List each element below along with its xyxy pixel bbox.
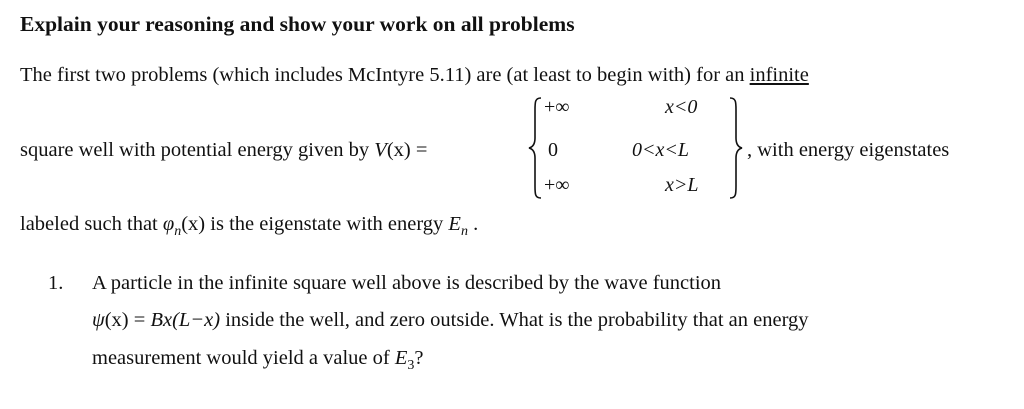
- phi-symbol: φ: [162, 213, 175, 235]
- intro-line-3-middle: is the eigenstate with energy: [205, 213, 449, 235]
- page-heading: Explain your reasoning and show your work on all problems: [20, 12, 575, 36]
- intro-line-1: [20, 64, 809, 87]
- e3-subscript: 3: [407, 358, 415, 373]
- piece-value-1: +∞: [544, 96, 570, 118]
- problem-1-line-2: [92, 309, 809, 332]
- piece-condition-1: x<0: [665, 96, 698, 118]
- right-brace: [728, 96, 744, 200]
- phi-arg: (x): [181, 213, 206, 235]
- l-minus-x: (L−x): [172, 309, 221, 331]
- piece-condition-3: x>L: [665, 174, 699, 196]
- intro-line-2: [20, 139, 427, 162]
- infinite-underlined: infinite: [749, 64, 809, 86]
- energy-subscript: n: [460, 224, 468, 239]
- problem-1-line-3-text: measurement would yield a value of: [92, 347, 395, 369]
- intro-line-2-before: square well with potential energy given by: [20, 139, 375, 161]
- piece-value-2: 0: [548, 139, 558, 161]
- problem-1-line-1: A particle in the infinite square well above is described by the wave function: [92, 272, 722, 294]
- potential-equals: =: [415, 139, 428, 161]
- problem-1-line-3: [92, 347, 424, 373]
- problem-number: 1.: [48, 272, 64, 294]
- left-brace: [527, 96, 543, 200]
- coefficient-bx: Bx: [150, 309, 173, 331]
- question-mark: ?: [414, 347, 424, 369]
- psi-symbol: ψ: [92, 309, 105, 331]
- intro-line-1-text: The first two problems (which includes McIntyre 5.11) are (at least to begin with) for an: [20, 64, 750, 86]
- phi-subscript: n: [174, 224, 182, 239]
- energy-symbol: E: [448, 213, 461, 235]
- intro-line-3-end: .: [473, 213, 479, 235]
- psi-arg: (x): [104, 309, 129, 331]
- piece-condition-2: 0<x<L: [632, 139, 689, 161]
- intro-line-2-after: , with energy eigenstates: [747, 139, 950, 161]
- potential-arg: (x): [386, 139, 411, 161]
- intro-line-3-before: labeled such that: [20, 213, 163, 235]
- problem-1-line-2-text: inside the well, and zero outside. What is the probability that an energy: [220, 309, 809, 331]
- intro-line-3: [20, 213, 479, 239]
- piece-value-3: +∞: [544, 174, 570, 196]
- e3-symbol: E: [394, 347, 408, 369]
- potential-symbol: V: [374, 139, 387, 161]
- psi-equals: =: [133, 309, 146, 331]
